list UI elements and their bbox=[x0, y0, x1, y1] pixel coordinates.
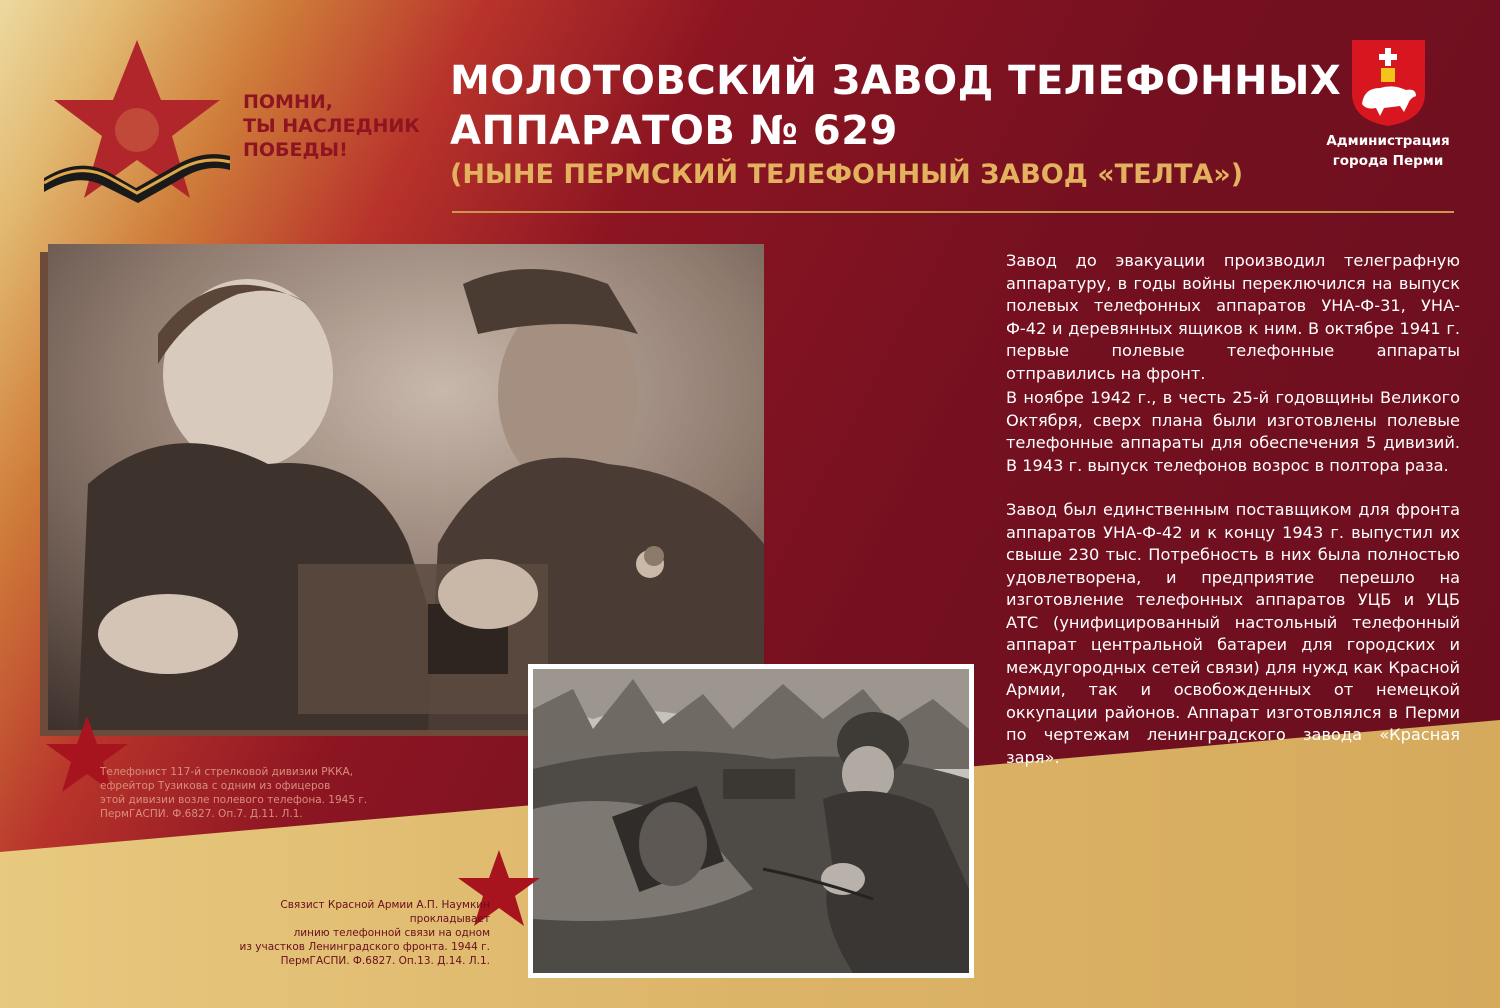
page-title bbox=[450, 56, 1341, 156]
slogan-line-1: ПОМНИ, bbox=[243, 91, 333, 113]
caption-1-line-1: Телефонист 117-й стрелковой дивизии РККА, bbox=[100, 766, 354, 778]
header-divider bbox=[452, 211, 1454, 213]
title-line-1: МОЛОТОВСКИЙ ЗАВОД ТЕЛЕФОННЫХ bbox=[450, 58, 1342, 104]
body-text bbox=[1006, 250, 1460, 769]
slogan-line-2: ТЫ НАСЛЕДНИК bbox=[243, 115, 420, 137]
photo-1-caption bbox=[100, 765, 367, 821]
photo-2-caption bbox=[200, 898, 490, 968]
title-line-2: АППАРАТОВ № 629 bbox=[450, 108, 898, 154]
caption-2-line-2: линию телефонной связи на одном bbox=[293, 927, 490, 939]
city-administration-label bbox=[1308, 131, 1468, 171]
photo-telephonist-and-officer bbox=[48, 244, 764, 730]
city-label-line-2: города Перми bbox=[1332, 153, 1444, 169]
caption-1-line-4: ПермГАСПИ. Ф.6827. Оп.7. Д.11. Л.1. bbox=[100, 808, 303, 820]
city-label-line-1: Администрация bbox=[1326, 133, 1450, 149]
victory-emblem bbox=[40, 38, 235, 203]
page-subtitle: (НЫНЕ ПЕРМСКИЙ ТЕЛЕФОННЫЙ ЗАВОД «ТЕЛТА») bbox=[450, 159, 1244, 190]
caption-2-line-4: ПермГАСПИ. Ф.6827. Оп.13. Д.14. Л.1. bbox=[280, 955, 490, 967]
caption-2-line-1: Связист Красной Армии А.П. Наумкин прокладывает bbox=[280, 899, 490, 925]
caption-1-line-2: ефрейтор Тузикова с одним из офицеров bbox=[100, 780, 331, 792]
paragraph-3: Завод был единственным поставщиком для фронта аппаратов УНА-Ф-42 и к концу 1943 г. выпустил их свыше 230 тыс. Потребность в них была полностью удовлетворена, и предприятие перешло на изготовление телефонных аппаратов УЦБ и УЦБ АТС (унифицированный настольный телефонный аппарат центральной батареи для городских и междугородных сетей связи) для нужд как Красной Армии, так и освобожденных от немецкой оккупации районов. Аппарат изготовлялся в Перми по чертежам ленинградского завода «Красная заря». bbox=[1006, 500, 1460, 767]
paragraph-2: В ноябре 1942 г., в честь 25-й годовщины Великого Октября, сверх плана были изготовлены полевые телефонные аппараты для обеспечения 5 дивизий. В 1943 г. выпуск телефонов возрос в полтора раза. bbox=[1006, 388, 1460, 475]
perm-coat-of-arms-icon bbox=[1350, 38, 1427, 128]
paragraph-1: Завод до эвакуации производил телеграфную аппаратуру, в годы войны переключился на выпуск полевых телефонных аппаратов УНА-Ф-31, УНА-Ф-42 и деревянных ящиков к ним. В октябре 1941 г. первые полевые телефонные аппараты отправились на фронт. bbox=[1006, 251, 1460, 383]
slogan-line-3: ПОБЕДЫ! bbox=[243, 139, 348, 161]
caption-1-line-3: этой дивизии возле полевого телефона. 1945 г. bbox=[100, 794, 368, 806]
caption-2-line-3: из участков Ленинградского фронта. 1944 г. bbox=[239, 941, 490, 953]
slogan bbox=[243, 90, 420, 162]
photo-signalman-laying-line bbox=[533, 669, 969, 973]
profile-silhouette-icon bbox=[115, 108, 159, 152]
